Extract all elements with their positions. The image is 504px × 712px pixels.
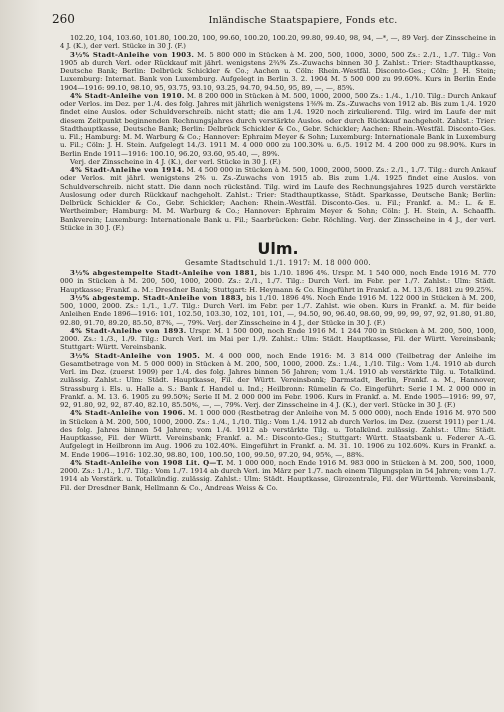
bond-body: M. 1 000 000 (Restbetrag der Anleihe von M. 5 000 000), noch Ende 1916 M. 970 500 in Stücken à M. 200, 500, 1000, 2000. Zs.: 1./4., 1./10. Tilg.: Vom 1./4. 1912 ab durch Verlos. im Dez. (zuerst 1911) per 1./4. des folg. Jahres binnen 54 Jahren; vom 1./4. 1912 ab verstärkte Tilg. u. Totalkünd. zulässig. Zahlst.: Ulm: Städt. Hauptkasse, Fil. der Württ. Vereinsbank; Frankf. a. M.: Disconto-Ges.; Stuttgart: Württ. Staatsbank u. Federer A.-G. Aufgelegt in Heilbronn im Aug. 1906 zu 102.40%. Eingeführt in Frankf. a. M. 31. 10. 1906 zu 102.60%. Kurs in Frankf. a. M. Ende 1906—1916: 102.30, 98.80, 100, 100.50, 100, 99.50, 97.20, 94, 95%, —, 88%. bbox=[60, 409, 496, 459]
bond-body: M. 1 000 000, noch Ende 1916 M. 983 000 in Stücken à M. 200, 500, 1000, 2000. Zs.: 1./1., 1./7. Tilg.: Vom 1./7. 1914 ab durch Verl. im März per 1./7. nach einem Tilgungsplan in 54 Jahren; vom 1./7. 1914 ab Verstärk. u. Totalkündig. zulässig. Zahlst.: Ulm: Städt. Hauptkasse, Girozentrale, Fil. der Württemb. Vereinsbank, Fil. der Dresdner Bank, Hellmann & Co., Andreas Weiss & Co. bbox=[60, 458, 496, 492]
page-header bbox=[52, 12, 496, 26]
section-ulm bbox=[60, 269, 496, 492]
bond-entry bbox=[60, 327, 496, 352]
running-head: Inländische Staatspapiere, Fonds etc. bbox=[208, 15, 398, 26]
bond-entry bbox=[60, 352, 496, 410]
bond-body: M. 8 200 000 in Stücken à M. 500, 1000, 2000, 500 Zs.: 1./4., 1./10. Tilg.: Durch Ankauf oder Verlos. im Dez. per 1./4. des folg. Jahres mit jährlich wenigstens 1⅜% m. Zs.-Zuwachs von 1912 ab. Bis zum 1./4. 1920 findet eine Auslos. oder Schuldverschreib. nicht statt; die am 1./4. 1920 noch zirkulierend. Tilg. wird im Laufe der mit diesem Zeitpunkt beginnenden Rechnungsjahres durch verstärkte Auslos. oder durch Rückkauf nachgeholt. Zahlst.: Trier: Stadthauptkasse, Deutsche Bank; Berlin: Delbrück Schickler & Co., Gebr. Schickler; Aachen: Rhein.-Westfäl. Disconto-Ges. u. Fil.; Hamburg: M. M. Warburg & Co.; Hannover: Ephraim Meyer & Sohn; Luxemburg: Internationale Bank in Luxemburg u. Fil.; Cöln: J. H. Stein. Aufgelegt 14./3. 1911 M. 4 000 000 zu 100.30% u. 6./5. 1912 M. 4 200 000 zu 98.90%. Kurs in Berlin Ende 1911—1916: 100.10, 96.20, 93.60, 95.40, —, 89%. bbox=[60, 91, 497, 158]
bond-body: Urspr. M. 1 500 000, noch Ende 1916 M. 1 244 700 in Stücken à M. 200, 500, 1000, 2000. Zs.: 1./3., 1./9. Tilg.: Durch Verl. im Mai per 1./9. Zahlst.: Ulm: Städt. Hauptkasse, Fil. der Württ. Vereinsbank; Stuttgart: Württ. Vereinsbank. bbox=[60, 326, 496, 352]
continuation-text: 102.20, 104, 103.60, 101.80, 100.20, 100, 99.60, 100.20, 100.20, 99.80, 99.40, 98, 94, —*, —, 89 Verj. der Zinsscheine in 4 J. (K.), der verl. Stücke in 30 J. (F.) bbox=[60, 34, 496, 51]
bond-body: M. 4 500 000 in Stücken à M. 500, 1000, 2000, 5000. Zs.: 2./1., 1./7. Tilg.: durch Ankauf oder Verlos. mit jährl. wenigstens 2% u. Zs.-Zuwachs von 1915 ab. Bis zum 1./4. 1925 findet eine Auslos. von Schuldverschreib. nicht statt. Die dann noch rückständ. Tilg. wird im Laufe des Rechnungsjahres 1925 durch verstärkte Auslosung oder durch Rückkauf nachgeholt. Zahlst.: Trier: Stadthauptkasse, Städt. Sparkasse, Deutsche Bank; Berlin: Delbrück Schickler & Co., Gebr. Schickler; Aachen: Rhein.-Westfäl. Disconto-Ges. u. Fil.; Frankf. a. M.: L. & E. Wertheimber; Hamburg: M. M. Warburg & Co.; Hannover: Ephraim Meyer & Sohn; Cöln: J. H. Stein, A. Schaaffh. Bankverein; Luxemburg: Internationale Bank u. Fil.; Saarbrücken: Gebr. Röchling. Verj. der Zinsscheine in 4 J., der verl. Stücke in 30 J. (F.) bbox=[60, 166, 496, 232]
city-heading: Ulm. bbox=[257, 239, 299, 258]
bond-heading: 4% Stadt-Anleihe von 1914. bbox=[70, 166, 185, 174]
bond-entry bbox=[60, 294, 496, 327]
bond-entry bbox=[60, 459, 496, 492]
bond-heading: 3½% Stadt-Anleihe von 1903. bbox=[70, 50, 195, 59]
bond-note: Verj. der Zinsscheine in 4 J. (K.), der verl. Stücke in 30 J. (F.) bbox=[70, 157, 281, 166]
bond-body: bis 1./10. 1896 4%. Noch Ende 1916 M. 122 000 in Stücken à M. 200, 500, 1000, 2000. Zs.: 1./1., 1./7. Tilg.: Durch Verl. im Febr. per 1./7. Zahlst. wie oben. Kurs in Frankf. a. M. für beide Anleihen Ende 1896—1916: 101, 102.50, 103.30, 102, 101, 101, —, 94.50, 90, 96.40, 98.60, 99, 99, 99, 97, 92, 91.80, 91.80, 92.80, 91.70, 89.20, 85.50, 87%, —, 79%. Verj. der Zinsscheine in 4 J., der Stücke in 30 J. (F.) bbox=[60, 293, 496, 327]
total-debt-line: Gesamte Stadtschuld 1./1. 1917: M. 18 000 000. bbox=[185, 259, 371, 267]
bond-entry bbox=[60, 166, 496, 232]
bond-heading: 3½% abgestempelte Stadt-Anleihe von 1881, bbox=[70, 269, 258, 277]
bond-entry bbox=[60, 51, 496, 92]
bond-heading: 4% Stadt-Anleihe von 1910. bbox=[70, 91, 185, 100]
bond-heading: 3½% abgestemp. Stadt-Anleihe von 1883, bbox=[70, 293, 244, 302]
bond-body: M. 5 800 000 in Stücken à M. 200, 500, 1000, 3000, 500 Zs.: 2./1., 1./7. Tilg.: Von 1905 ab durch Verl. oder Rückkauf mit jährl. wenigstens 2¾% Zs.-Zuwachs binnen 30 J. Zahlst.: Trier: Stadthauptkasse, Deutsche Bank; Berlin: Delbrück Schickler & Co.; Aachen u. Cöln: Rhein.-Westfäl. Disconto-Ges.; Cöln: J. H. Stein; Luxemburg: Internat. Bank von Luxemburg. Aufgelegt in Berlin 3. 2. 1904 M. 5 500 000 zu 99.60%. Kurs in Berlin Ende 1904—1916: 99.10, 98.10, 95, 93.75, 93.10, 93.25, 94.70, 94.50, 95, 89, —, —, 85%. bbox=[60, 50, 496, 92]
bond-heading: 4% Stadt-Anleihe von 1893. bbox=[70, 326, 187, 335]
bond-entry bbox=[60, 409, 496, 459]
page-number: 260 bbox=[52, 12, 75, 26]
bond-heading: 4% Stadt-Anleihe von 1906. bbox=[70, 409, 186, 418]
bond-body: bis 1./10. 1896 4%. Urspr. M. 1 540 000, noch Ende 1916 M. 770 000 in Stücken à M. 200, 500, 1000, 2000. Zs.: 2./1., 1./7. Tilg.: Durch Verl. im Febr. per 1./7. Zahlst.: Ulm: Städt. Hauptkasse; Frankf. a. M.: Dresdner Bank; Stuttgart: H. Heymann & Co. Eingeführt in Frankf. a. M. 13./6. 1881 zu 99.25%. bbox=[60, 269, 496, 294]
bond-entry bbox=[60, 92, 496, 158]
section-trier bbox=[60, 34, 496, 232]
bond-heading: 4% Stadt-Anleihe von 1908 Lit. Q—T. bbox=[70, 458, 224, 467]
bond-body: M. 4 000 000, noch Ende 1916: M. 3 814 000 (Teilbetrag der Anleihe im Gesamtbetrage von M. 5 000 000) in Stücken à M. 200, 500, 1000, 2000. Zs.: 1./4., 1./10. Tilg.: Vom 1./4. 1910 ab durch Verl. im Dez. (zuerst 1909) per 1./4. des folg. Jahres binnen 56 Jahren; vom 1./4. 1910 ab verstärkte Tilg. u. Totalkünd. zulässig. Zahlst.: Ulm: Städt. Hauptkasse, Fil. der Württ. Vereinsbank; Darmstadt, Berlin, Frankf. a. M., Hannover, Strassburg i. Els. u. Halle a. S.: Bank f. Handel u. Ind.; Heilbronn: Rümelin & Co. Eingeführt: Serie I M. 2 000 000 in Frankf. a. M. 13. 6. 1905 zu 99.50%; Serie II M. 2 000 000 im Febr. 1906. Kurs in Frankf. a. M. Ende 1905—1916: 99, 97, 92, 91.80, 92, 92, 87.40, 82.10, 85.50%, —, —, 79%. Verj. der Zinsscheine in 4 J. (K.), der verl. Stücke in 30 J. (F.) bbox=[60, 351, 496, 409]
bond-heading: 3½% Stadt-Anleihe von 1905. bbox=[70, 351, 201, 360]
bond-entry bbox=[60, 269, 496, 294]
